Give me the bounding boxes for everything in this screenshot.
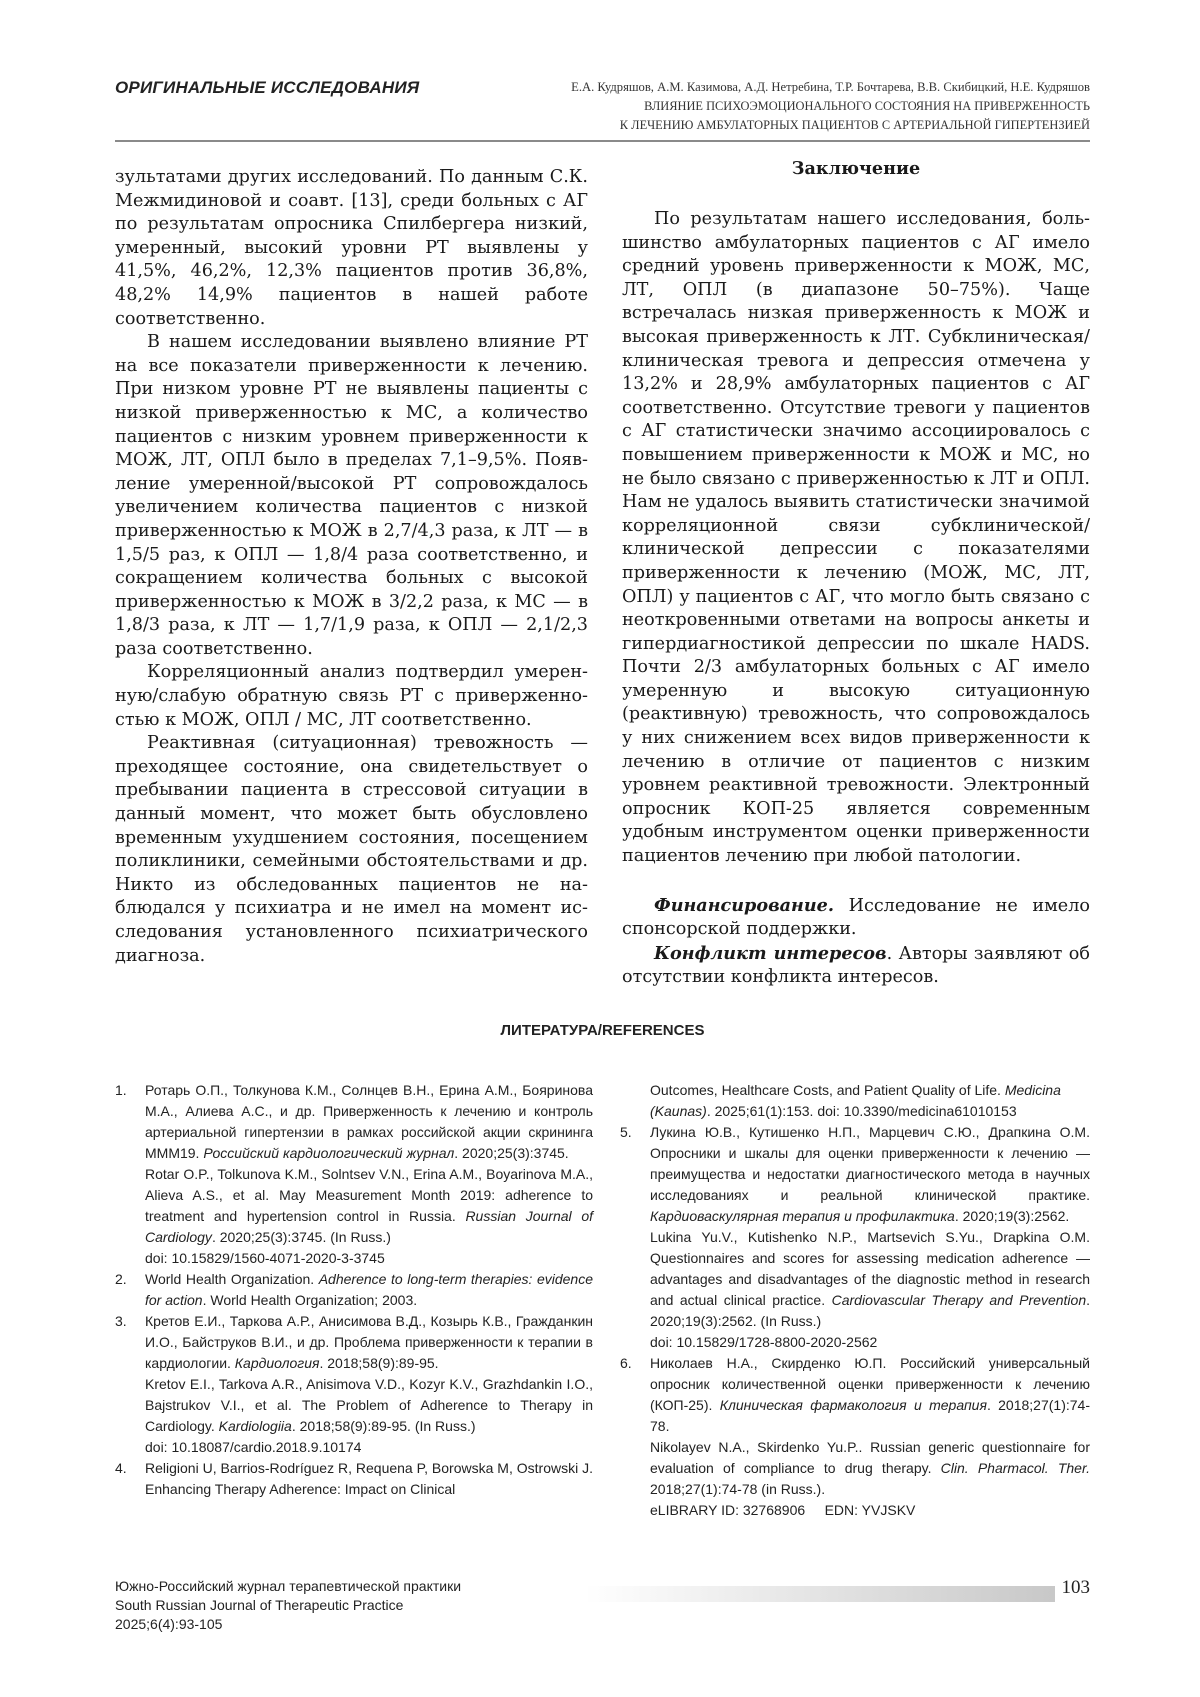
journal-issue: 2025;6(4):93-105 xyxy=(115,1616,223,1632)
reference-doi: doi: 10.15829/1728-8800-2020-2562 xyxy=(650,1334,878,1350)
reference-elibrary: eLIBRARY ID: 32768906 EDN: YVJSKV xyxy=(650,1502,916,1518)
conclusion-heading: Заключение xyxy=(791,158,921,179)
reference-item: 6. Николаев Н.А., Скирденко Ю.П. Российский универсальный опросник количественной оценки приверженности к лечению (КОП-25). Клиническая фармакология и терапия. 2018;27(1):74-78. Nikolayev N.A., Skirdenko Yu.P.. Russian generic questionnaire for evaluation of compliance to drug therapy. Clin. Pharmacol. Ther. 2018;27(1):74-78 (in Russ.). eLIBRARY ID: 32768906 EDN: YVJSKV xyxy=(620,1353,1090,1521)
header-title-line-2: К ЛЕЧЕНИЮ АМБУЛАТОРНЫХ ПАЦИЕНТОВ С АРТЕРИАЛЬНОЙ ГИПЕРТЕНЗИЕЙ xyxy=(619,118,1090,132)
section-tag: ОРИГИНАЛЬНЫЕ ИССЛЕДОВАНИЯ xyxy=(115,78,420,97)
right-column xyxy=(622,157,1090,990)
reference-continuation: Outcomes, Healthcare Costs, and Patient Quality of Life. Medicina (Kaunas). 2025;61(1):153. doi: 10.3390/medicina61010153 xyxy=(650,1082,1061,1119)
conclusion-paragraph: По результатам нашего исследования, большинство амбулаторных пациентов с АГ имело средний уровень приверженности к МОЖ, МС, ЛТ, ОПЛ (в диапазоне 50–75%). Чаще встречалась низкая приверженность к МОЖ и высокая приверженность к ЛТ. Субклиническая/клиническая тревога и депрессия отмечена у 13,2% и 28,9% амбулаторных пациентов с АГ соответственно. Отсутствие тревоги у пациентов с АГ статистически значимо ассоциировалось с повышением приверженности к МОЖ и МС, но не было связано с приверженностью к ЛТ и ОПЛ. Нам не удалось выявить статистически значимой корреляционной связи субклинической/клинической депрессии с показателями приверженности к лечению (МОЖ, МС, ЛТ, ОПЛ) у пациентов с АГ, что могло быть связано с неоткровенными ответами на вопросы анкеты и гипердиагностикой депрессии по шкале HADS. Почти 2/3 амбулаторных больных с АГ имело умеренную и высокую ситуационную (реактивную) тревожность, что сопровождалось у них снижением всех видов приверженности к лечению в отличие от пациентов с низким уровнем реактивной тревожности. Электронный опросник КОП-25 является современным удобным инструментом оценки приверженности пациентов лечению при любой патологии. xyxy=(622,209,1090,867)
references-list-right xyxy=(620,1080,1090,1521)
reference-item: 5. Лукина Ю.В., Кутишенко Н.П., Марцевич С.Ю., Драпкина О.М. Опросники и шкалы для оценки приверженности к лечению — преимущества и недостатки диагностического метода в научных исследованиях и реальной клинической практике. Кардиоваскулярная терапия и профилактика. 2020;19(3):2562. Lukina Yu.V., Kutishenko N.P., Martsevich S.Yu., Drapkina O.M. Questionnaires and scores for assessing medication adherence — advantages and disadvantages of the diagnostic method in research and actual clinical practice. Cardiovascular Therapy and Prevention. 2020;19(3):2562. (In Russ.) doi: 10.15829/1728-8800-2020-2562 xyxy=(620,1122,1090,1353)
reference-item: 2. World Health Organization. Adherence to long-term therapies: evidence for action. World Health Organization; 2003. xyxy=(115,1271,593,1308)
reference-doi: doi: 10.15829/1560-4071-2020-3-3745 xyxy=(145,1250,385,1266)
left-column xyxy=(115,166,588,968)
paragraph: Реактивная (ситуационная) тревожность — преходящее состояние, она свидетельствует о пребывании пациента в стрессовой ситуации в данный момент, что может быть обусловлено временным ухудшением состояния, посещением поликлиники, семейными обстоятельствами и др. Никто из обследованных пациентов не наблюдался у психиатра и не имел на момент исследования установленного психиатрического диагноза. xyxy=(115,733,588,966)
funding-label: Финансирование. xyxy=(654,894,834,916)
paragraph: Корреляционный анализ подтвердил умеренную/слабую обратную связь РТ с приверженностью к МОЖ, ОПЛ / МС, ЛТ соответственно. xyxy=(115,662,588,730)
reference-item: 3. Кретов Е.И., Таркова А.Р., Анисимова В.Д., Козырь К.В., Гражданкин И.О., Байструков В.И., и др. Проблема приверженности к терапии в кардиологии. Кардиология. 2018;58(9):89-95. Kretov E.I., Tarkova A.R., Anisimova V.D., Kozyr K.V., Grazhdankin I.O., Bajstrukov V.I., et al. The Problem of Adherence to Therapy in Cardiology. Kardiologiia. 2018;58(9):89-95. (In Russ.) doi: 10.18087/cardio.2018.9.10174 xyxy=(115,1311,593,1458)
funding-statement: Финансирование. Исследование не имело спонсорской поддержки. xyxy=(622,894,1090,940)
reference-doi: doi: 10.18087/cardio.2018.9.10174 xyxy=(145,1439,362,1455)
header-title-line-1: ВЛИЯНИЕ ПСИХОЭМОЦИОНАЛЬНОГО СОСТОЯНИЯ НА ПРИВЕРЖЕННОСТЬ xyxy=(644,99,1090,113)
header-authors: Е.А. Кудряшов, А.М. Казимова, А.Д. Нетребина, Т.Р. Бочтарева, В.В. Скибицкий, Н.Е. Кудряшов xyxy=(571,80,1090,94)
conflict-label: Конфликт интересов xyxy=(654,942,887,964)
page-footer xyxy=(115,1577,1090,1639)
reference-doi: doi: 10.3390/medicina61010153 xyxy=(817,1103,1017,1119)
reference-item: 1. Ротарь О.П., Толкунова К.М., Солнцев В.Н., Ерина А.М., Бояринова М.А., Алиева А.С., и др. Приверженность к лечению и контроль артериальной гипертензии в рамках российской акции скрининга MMM19. Российский кардиологический журнал. 2020;25(3):3745. Rotar O.P., Tolkunova K.M., Solntsev V.N., Erina A.M., Boyarinova M.A., Alieva A.S., et al. May Measurement Month 2019: adherence to treatment and hypertension control in Russia. Russian Journal of Cardiology. 2020;25(3):3745. (In Russ.) doi: 10.15829/1560-4071-2020-3-3745 xyxy=(115,1080,593,1269)
journal-name-en: South Russian Journal of Therapeutic Practice xyxy=(115,1597,404,1613)
references-title: ЛИТЕРАТУРА/REFERENCES xyxy=(500,1022,705,1039)
running-header xyxy=(115,74,1090,142)
reference-item: 4. Religioni U, Barrios-Rodríguez R, Requena P, Borowska M, Ostrowski J. Enhancing Therapy Adherence: Impact on Clinical xyxy=(115,1460,593,1497)
paragraph: В нашем исследовании выявлено влияние РТ на все показатели приверженности к лечению. При низком уровне РТ не выявлены пациенты с низкой приверженностью к МС, а количество пациентов с низким уровнем приверженности к МОЖ, ЛТ, ОПЛ было в пределах 7,1–9,5%. Появление умеренной/высокой РТ сопровождалось увеличением количества пациентов с низкой приверженностью к МОЖ в 2,7/4,3 раза, к ЛТ — в 1,5/5 раз, к ОПЛ — 1,8/4 раза соответственно, и сокращением количества больных с высокой приверженностью к МОЖ в 3/2,2 раза, к МС — в 1,8/3 раза, к ЛТ — 1,7/1,9 раза, к ОПЛ — 2,1/2,3 раза соответственно. xyxy=(115,332,588,659)
journal-info xyxy=(115,1577,461,1634)
footer-gradient-bar xyxy=(585,1586,1055,1602)
header-citation xyxy=(571,78,1090,135)
paragraph: зультатами других исследований. По данным С.К. Межмидиновой и соавт. [13], среди больных с АГ по результатам опросника Спилбергера низкий, умеренный, высокий уровни РТ выявлены у 41,5%, 46,2%, 12,3% пациентов против 36,8%, 48,2% 14,9% пациентов в нашей работе соответственно. xyxy=(115,167,588,329)
journal-name-ru: Южно-Российский журнал терапевтической практики xyxy=(115,1578,462,1594)
conflict-statement: Конфликт интересов. Авторы заявляют об отсутствии конфликта интересов. xyxy=(622,942,1090,988)
references-list-left xyxy=(115,1080,593,1500)
page-number: 103 xyxy=(1061,1577,1090,1598)
